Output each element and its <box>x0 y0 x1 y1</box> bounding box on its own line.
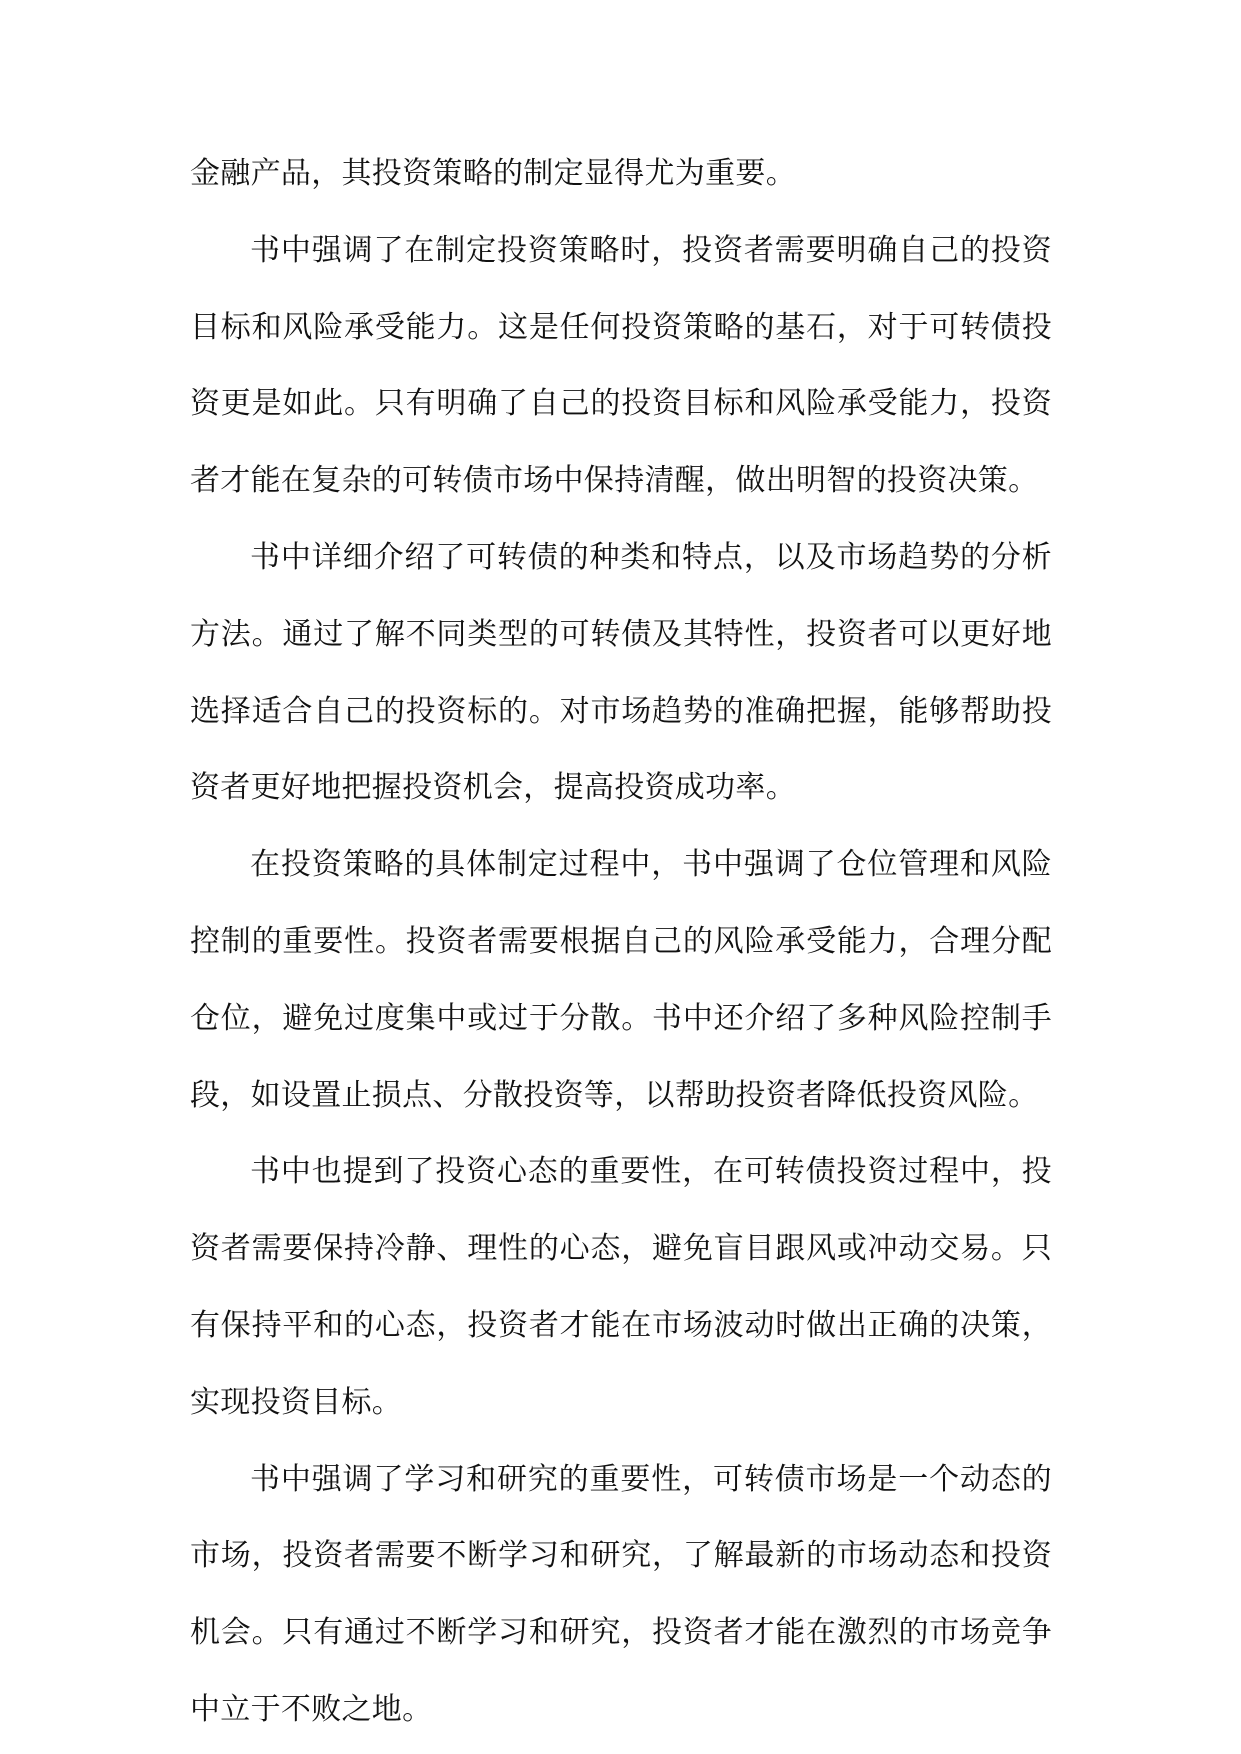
paragraph-investment-goals: 书中强调了在制定投资策略时，投资者需要明确自己的投资目标和风险承受能力。这是任何投资策略的基石，对于可转债投资更是如此。只有明确了自己的投资目标和风险承受能力，投资者才能在复杂的可转债市场中保持清醒，做出明智的投资决策。 <box>190 232 1052 499</box>
paragraph-learning-research: 书中强调了学习和研究的重要性，可转债市场是一个动态的市场，投资者需要不断学习和研究，了解最新的市场动态和投资机会。只有通过不断学习和研究，投资者才能在激烈的市场竞争中立于不败之地。 <box>190 1461 1052 1727</box>
document-body <box>190 136 1052 1749</box>
paragraph-position-management: 在投资策略的具体制定过程中，书中强调了仓位管理和风险控制的重要性。投资者需要根据自己的风险承受能力，合理分配仓位，避免过度集中或过于分散。书中还介绍了多种风险控制手段，如设置止损点、分散投资等，以帮助投资者降低投资风险。 <box>190 847 1052 1113</box>
paragraph-bond-types: 书中详细介绍了可转债的种类和特点，以及市场趋势的分析方法。通过了解不同类型的可转债及其特性，投资者可以更好地选择适合自己的投资标的。对市场趋势的准确把握，能够帮助投资者更好地把握投资机会，提高投资成功率。 <box>190 539 1052 806</box>
paragraph-continuation: 金融产品，其投资策略的制定显得尤为重要。 <box>190 156 796 191</box>
paragraph-investment-mindset: 书中也提到了投资心态的重要性，在可转债投资过程中，投资者需要保持冷静、理性的心态，避免盲目跟风或冲动交易。只有保持平和的心态，投资者才能在市场波动时做出正确的决策，实现投资目标。 <box>190 1154 1052 1420</box>
